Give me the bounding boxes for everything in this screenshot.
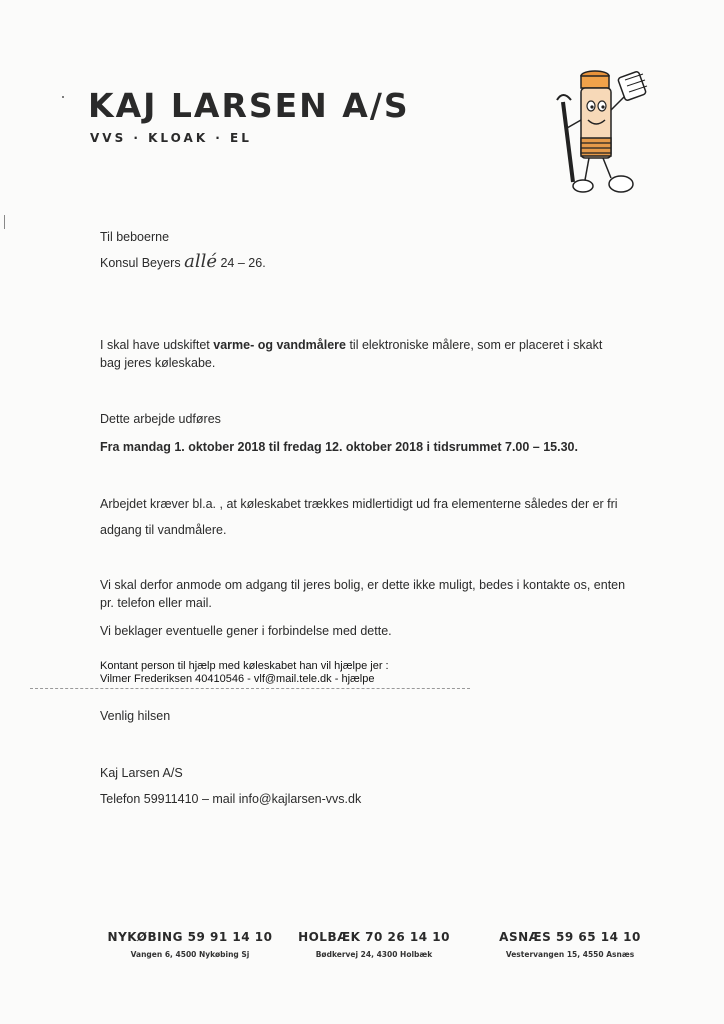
paragraph-apology: Vi beklager eventuelle gener i forbindelse med dette. [100, 624, 392, 638]
paragraph-work-dates: Fra mandag 1. oktober 2018 til fredag 12. oktober 2018 i tidsrummet 7.00 – 15.30. [100, 440, 578, 454]
office-asnaes-address: Vestervangen 15, 4550 Asnæs [505, 950, 635, 959]
contact-line-1: Kontant person til hjælp med køleskabet han vil hjælpe jer : [100, 660, 389, 672]
company-name: KAJ LARSEN A/S [88, 86, 410, 125]
paragraph-work-intro: Dette arbejde udføres [100, 412, 221, 426]
contact-phone-mail: Telefon 59911410 – mail info@kajlarsen-vvs.dk [100, 792, 362, 806]
company-tagline: VVS · KLOAK · EL [90, 131, 252, 145]
address-handwritten: allé [184, 251, 217, 272]
office-holbaek-address: Bødkervej 24, 4300 Holbæk [315, 950, 433, 959]
mascot-logo-icon [545, 62, 665, 202]
address-line [100, 253, 266, 272]
p1-bold: varme- og vandmålere [213, 338, 346, 352]
p1-text-end: til elektroniske målere, som er placeret i skakt bag jeres køleskabe. [100, 338, 603, 370]
closing-greeting: Venlig hilsen [100, 709, 171, 723]
contact-line-2: Vilmer Frederiksen 40410546 - vlf@mail.tele.dk - hjælpe [100, 673, 375, 685]
paragraph-fridge-line2: adgang til vandmålere. [100, 523, 227, 537]
scan-mark [4, 215, 5, 229]
office-holbaek-name: HOLBÆK 70 26 14 10 [298, 930, 450, 944]
p1-text-start: I skal have udskiftet [100, 338, 214, 352]
signature: Kaj Larsen A/S [100, 766, 183, 780]
divider-line [30, 688, 470, 689]
office-nykobing-address: Vangen 6, 4500 Nykøbing Sj [130, 950, 250, 959]
paragraph-access: Vi skal derfor anmode om adgang til jeres bolig, er dette ikke muligt, bedes i kontakte os, enten pr. telefon eller mail. [100, 578, 626, 610]
office-nykobing-name: NYKØBING 59 91 14 10 [107, 930, 273, 944]
address-prefix: Konsul Beyers [100, 256, 181, 270]
office-asnaes-name: ASNÆS 59 65 14 10 [499, 930, 641, 944]
recipient-line: Til beboerne [100, 230, 170, 244]
scan-speck [62, 96, 64, 98]
address-suffix: 24 – 26. [220, 256, 266, 270]
paragraph-fridge-line1: Arbejdet kræver bl.a. , at køleskabet trækkes midlertidigt ud fra elementerne således der er fri [100, 497, 618, 511]
paragraph-meters [100, 336, 620, 372]
